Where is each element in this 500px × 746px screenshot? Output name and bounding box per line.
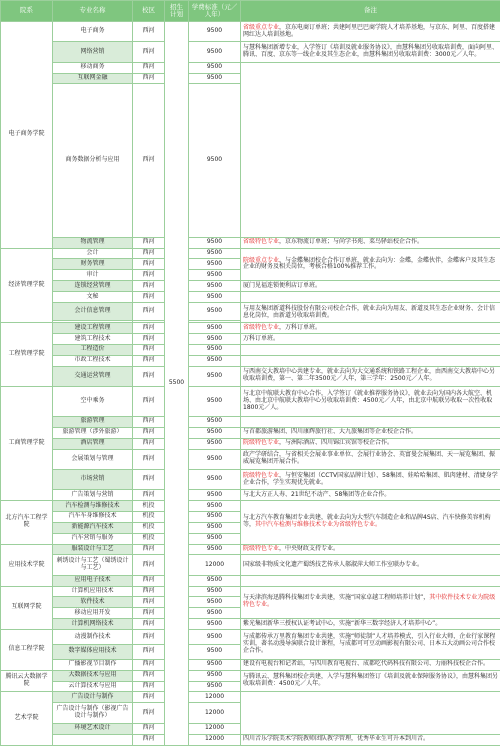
table-row [1,692,500,703]
fee-cell: 9500 [189,608,241,619]
campus-cell: 机投 [133,511,165,522]
note-text: 政产学研结合，与省相关会展业事业单位、会展行业协会、英富曼会展集团、天一展览集团、振威展览集团开展合作。 [243,451,496,466]
fee-cell: 12000 [189,555,241,575]
campus-cell: 西河 [133,681,165,692]
fee-cell: 9500 [189,586,241,597]
fee-cell: 12000 [189,703,241,723]
campus-cell: 西河 [133,469,165,489]
header-major: 专业名称 [53,1,133,22]
college-cell: 工程管理学院 [1,323,53,387]
note-cell [241,427,500,438]
campus-cell: 机投 [133,522,165,533]
note-text: ，与恒安集团（CCTV国家品牌计划）、58集团、娃哈哈集团、肌肉建材、清婕身学企业合作，学生实现优先就业。 [243,471,498,486]
note-cell [241,248,500,281]
major-cell: 旅游管理 [53,416,133,427]
campus-cell: 西河 [133,703,165,723]
major-cell: 应用电子技术 [53,575,133,586]
campus-cell: 西河 [133,73,165,84]
highlight-text: 其中软件技术专业为院级特色专业。 [243,594,496,609]
campus-cell: 西河 [133,323,165,334]
note-cell [241,619,500,630]
fee-cell: 9500 [189,355,241,366]
table-row [1,416,500,427]
fee-cell: 9500 [189,427,241,438]
note-text: ，中央财政支持专业。 [279,545,340,552]
major-cell: 服装设计与工艺 [53,544,133,555]
fee-cell: 9500 [189,84,241,237]
header-college: 院系 [1,1,53,22]
note-text: 万科订单班。 [243,334,280,342]
fee-cell: 9500 [189,237,241,248]
table-row [1,586,500,597]
note-cell [241,659,500,670]
fee-cell: 9500 [189,438,241,449]
major-cell: 广告策划与营销 [53,490,133,501]
table-row [1,323,500,334]
table-row [1,355,500,366]
campus-cell: 西河 [133,281,165,292]
campus-cell: 西河 [133,449,165,469]
note-cell [241,62,500,237]
major-cell: 汽车车身维修技术 [53,511,133,522]
note-cell [241,438,500,449]
campus-cell: 西河 [133,644,165,659]
table-row [1,281,500,292]
major-cell: 广告设计与制作（影视广告设计与制作） [53,703,133,723]
note-text: ，与洲际酒店、四川锦江宾馆等校企合作。 [279,439,394,447]
major-cell: 商务数据分析与应用 [53,84,133,237]
fee-cell: 9500 [189,344,241,355]
campus-cell: 西河 [133,366,165,386]
table-row [1,237,500,248]
campus-cell: 西河 [133,608,165,619]
fee-cell: 9500 [189,270,241,281]
campus-cell: 西河 [133,259,165,270]
campus-cell: 西河 [133,344,165,355]
note-cell [241,366,500,386]
campus-cell: 西河 [133,734,165,745]
fee-cell: 9500 [189,292,241,303]
note-cell [241,344,500,355]
table-row [1,42,500,62]
table-row [1,248,500,259]
fee-cell: 9500 [189,302,241,320]
campus-cell: 西河 [133,490,165,501]
table-row [1,490,500,501]
fee-cell: 9500 [189,522,241,533]
major-cell: 文秘 [53,292,133,303]
note-cell [241,501,500,544]
note-text: 厦门见福连锁便利店订单班。 [243,281,322,289]
college-cell: 北方汽车工程学院 [1,501,53,544]
note-cell [241,42,500,62]
campus-cell: 西河 [133,438,165,449]
major-cell: 数字媒体应用技术 [53,644,133,659]
college-cell: 应用技术学院 [1,544,53,586]
note-text: 紫光集团新华三授权认证考试中心，实施“新华三数字经济人才培养中心”。 [243,619,442,627]
note-text: 与慧科集团新增专业，入学签订《培训及就业服务协议》，由慧科集团另收取培训费，面向阿里、腾讯、百度、京东等一线企业及其生态企业，由慧科集团另收取培训费：3000元／人年。 [243,44,499,59]
table-row [1,344,500,355]
table-row [1,544,500,555]
major-cell: 广告设计与制作 [53,692,133,703]
major-cell: 汽车检测与维修技术 [53,501,133,512]
fee-cell: 9500 [189,259,241,270]
note-cell [241,416,500,427]
note-cell [241,692,500,734]
campus-cell: 西河 [133,692,165,703]
fee-cell: 9500 [189,533,241,544]
fee-cell: 9500 [189,416,241,427]
fee-cell: 9500 [189,511,241,522]
major-cell [53,734,133,745]
fee-cell: 9500 [189,681,241,692]
campus-cell: 西河 [133,355,165,366]
major-cell: 酒店管理 [53,438,133,449]
fee-cell: 9500 [189,22,241,42]
college-cell: 互联网学院 [1,586,53,629]
major-cell: 大数据技术与应用 [53,670,133,681]
note-cell [241,237,500,248]
note-text: ，与金蝶集团校企合作订单班，就业去向为：金蝶，金蝶伙伴，金蝶客户及其生态企业的财务及相关岗位，考核合格100%推荐工作。 [243,256,496,271]
campus-cell: 西河 [133,22,165,42]
fee-cell: 9500 [189,281,241,292]
table-row [1,366,500,386]
fee-cell: 9500 [189,469,241,489]
major-cell: 计算机应用技术 [53,586,133,597]
note-cell [241,544,500,555]
major-cell: 交通运营管理 [53,366,133,386]
major-cell: 计算机网络技术 [53,619,133,630]
fee-cell: 9500 [189,334,241,345]
plan-total-cell: 5500 [165,22,189,746]
note-text: ，万科订单班。 [279,323,322,331]
header-campus: 校区 [133,1,165,22]
campus-cell: 西河 [133,555,165,575]
campus-cell: 西河 [133,84,165,237]
table-row [1,619,500,630]
highlight-text: 省级特色专业 [243,238,280,246]
fee-cell: 9500 [189,575,241,586]
campus-cell: 西河 [133,62,165,73]
fee-cell: 9500 [189,490,241,501]
fee-cell: 12000 [189,692,241,703]
table-row [1,438,500,449]
fee-cell: 9500 [189,323,241,334]
table-row [1,501,500,512]
note-text: 与北京中航联大教育中心合作，入学签订《就业推荐服务协议》，就业去向为国内各大航空、机场、由北京中航联大教培中心另收取培训费：4500元／人年，由北京中航联另收取一次性收取1800元／人。 [243,390,493,411]
fee-cell: 9500 [189,449,241,469]
major-cell: 工程造价 [53,344,133,355]
fee-cell: 9500 [189,42,241,62]
college-cell: 经济管理学院 [1,248,53,323]
note-text: 与北大方正人寿、21世纪不动产、58集团等企业合作。 [243,490,391,498]
note-cell [241,670,500,692]
table-row [1,22,500,42]
note-cell [241,575,500,586]
campus-cell: 西河 [133,237,165,248]
table-row [1,734,500,745]
major-cell: 移动商务 [53,62,133,73]
campus-cell: 西河 [133,586,165,597]
major-cell: 互联网金融 [53,73,133,84]
college-cell: 工商管理学院 [1,387,53,501]
table-header-row [1,1,500,22]
table-row [1,449,500,469]
major-cell: 财务管理 [53,259,133,270]
campus-cell: 西河 [133,575,165,586]
note-cell [241,387,500,417]
highlight-text: 院级特色专业 [243,545,280,552]
fee-cell: 9500 [189,630,241,645]
note-text: 与成都传承万里教育集团专业共建，实施“师徒制”人才培养模式，引入行业大师，企业行家课程实训，著名动漫导演联合设计课程，与成都可可豆动画影视有限公司、日本五大动画公司合作校企合作。 [243,633,496,654]
note-text: 与天津滨海迅腾科技集团专业共建，实施“国家卓越工程师培养计划”， [243,594,430,602]
fee-cell: 9500 [189,62,241,73]
highlight-text: 院级重点专业 [243,256,280,264]
note-cell [241,334,500,345]
header-plan: 招生计划 [165,1,189,22]
table-row [1,427,500,438]
major-cell: 电子商务 [53,22,133,42]
campus-cell: 西河 [133,387,165,417]
table-row [1,302,500,320]
table-row [1,575,500,586]
note-cell [241,555,500,575]
college-cell: 电子商务学院 [1,22,53,249]
table-row [1,630,500,645]
major-cell: 市场营销 [53,469,133,489]
campus-cell: 西河 [133,723,165,734]
highlight-text: 院级特色专业 [243,439,280,447]
campus-cell: 西河 [133,416,165,427]
major-cell: 会计 [53,248,133,259]
major-cell: 旅游管理（涉外旅游） [53,427,133,438]
major-cell: 新能源汽车技术 [53,522,133,533]
major-cell: 建设工程管理 [53,323,133,334]
campus-cell: 西河 [133,248,165,259]
header-note: 备注 [241,1,500,22]
campus-cell: 机投 [133,533,165,544]
note-cell [241,292,500,303]
major-cell: 会展策划与管理 [53,449,133,469]
note-text: ，京东电商订单班；共建阿里巴巴商学院人才培养基地，与京东、阿里、百度搭建网红达人培训基地。 [243,23,496,38]
campus-cell: 西河 [133,544,165,555]
major-cell: 刺绣设计与工艺（蜀绣设计与工艺） [53,555,133,575]
campus-cell: 西河 [133,292,165,303]
table-row [1,334,500,345]
major-cell: 软件技术 [53,597,133,608]
major-cell: 汽车营销与服务 [53,533,133,544]
fee-cell: 9500 [189,619,241,630]
fee-cell: 12000 [189,734,241,745]
table-row [1,62,500,73]
table-row [1,659,500,670]
note-text: 四川音乐学院美术学院教师团队教学管理，优秀毕业生可升本到川音。 [243,735,430,743]
note-cell [241,734,500,745]
table-row [1,469,500,489]
major-cell: 连锁经营管理 [53,281,133,292]
highlight-text: 省级重点专业 [243,23,280,31]
college-cell: 信息工程学院 [1,630,53,671]
major-cell: 移动应用开发 [53,608,133,619]
campus-cell: 西河 [133,334,165,345]
campus-cell: 西河 [133,597,165,608]
note-cell [241,630,500,660]
note-cell [241,323,500,334]
fee-cell: 9500 [189,248,241,259]
table-row [1,292,500,303]
fee-cell: 9500 [189,659,241,670]
note-text: 与北方汽车教育集团专业共建，就业去向为大型汽车制造企业和品牌4S店、汽车快修美容机构等， [243,514,491,529]
major-cell: 动漫制作技术 [53,630,133,645]
table-row [1,387,500,417]
college-cell: 腾讯云大数据学院 [1,670,53,692]
note-cell [241,449,500,469]
campus-cell: 西河 [133,619,165,630]
major-cell: 环境艺术设计 [53,723,133,734]
major-cell: 广播影视节目制作 [53,659,133,670]
campus-cell: 西河 [133,659,165,670]
campus-cell: 机投 [133,501,165,512]
fee-cell: 9500 [189,644,241,659]
campus-cell: 西河 [133,42,165,62]
note-cell [241,22,500,42]
campus-cell: 西河 [133,630,165,645]
fee-cell: 9500 [189,73,241,84]
major-cell: 网络营销 [53,42,133,62]
note-text: 与用友集团新道科技股份有限公司校企合作，就业去向为用友、新道及其生态企业财务、会计信息化岗位，由新道另收取培训费。 [243,304,496,319]
note-cell [241,490,500,501]
major-cell: 云计算技术与应用 [53,681,133,692]
fee-cell: 9500 [189,387,241,417]
note-cell [241,469,500,489]
header-fee: 学费标准（元／人年） [189,1,241,22]
note-text: 建设有电视台和记者站，与四川教育电视台、成都吃代码科技有限公司、力丽科技校企合作。 [243,660,490,668]
major-cell: 会计信息管理 [53,302,133,320]
note-text: ，京东物流订单班；与尚学书苑、菜鸟驿站校企合作。 [279,238,424,246]
fee-cell: 9500 [189,597,241,608]
highlight-text: 省级特色专业 [243,323,280,331]
fee-cell: 9500 [189,501,241,512]
highlight-text: 其中汽车检测与维修技术专业为省级特色专业。 [255,521,382,529]
fee-cell: 12000 [189,723,241,734]
fee-cell: 9500 [189,544,241,555]
campus-cell: 西河 [133,270,165,281]
major-cell: 物流管理 [53,237,133,248]
table-row [1,555,500,575]
table-body [1,22,500,746]
campus-cell: 西河 [133,670,165,681]
campus-cell: 西河 [133,302,165,320]
campus-cell: 西河 [133,427,165,438]
note-cell [241,281,500,292]
note-text: 与首都旅游集团、四川康辉旅行社、大九旅集团等企业校企合作。 [243,428,418,436]
major-cell: 空中乘务 [53,387,133,417]
note-cell [241,302,500,322]
fee-cell: 9500 [189,366,241,386]
highlight-text: 院级特色专业 [243,471,280,479]
note-cell [241,355,500,366]
major-cell: 建筑工程技术 [53,334,133,345]
college-cell: 艺术学院 [1,692,53,746]
note-text: 与腾讯云、慧科集团校企共建，入学与慧科集团签订《培训及就业保障服务协议》，由慧科集团另收取培训费：4500元／人年。 [243,673,499,688]
fee-cell: 9500 [189,670,241,681]
note-text: 与西南交大教培中心共建专业，就业去向为大交通系统和铁路工程企业，由西南交大教培中心另收取培训费，第一、第二年3500元／人年，第三学年：2500元／人年。 [243,368,496,383]
major-cell: 市政工程技术 [53,355,133,366]
note-cell [241,586,500,619]
note-text: 国家级非物质文化遗产蜀绣技艺传承人郝淑萍大师工作室联办专业。 [243,560,424,568]
table-row [1,670,500,681]
major-cell: 审计 [53,270,133,281]
